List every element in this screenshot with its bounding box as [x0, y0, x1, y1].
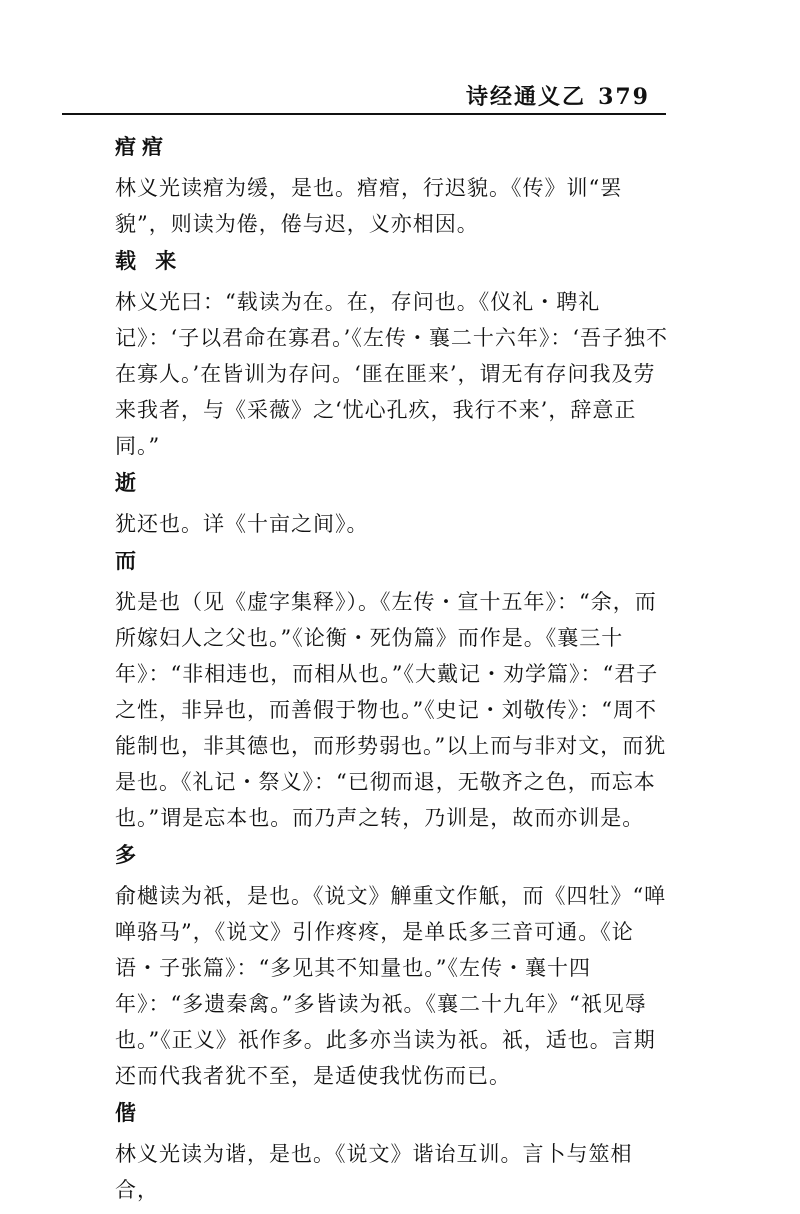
entry-paragraph: 林义光曰：“载读为在。在，存问也。《仪礼・聘礼记》：‘子以君命在寡君。’《左传・襄二十六年》：‘吾子独不在寡人。’在皆训为存问。‘匪在匪来’，谓无有存问我及劳来我者，与《采薇》之‘忧心孔疚，我行不来’，辞意正同。” [115, 290, 669, 458]
entry-paragraph: 犹还也。详《十亩之间》。 [115, 512, 369, 536]
header-rule [62, 113, 666, 115]
entry-paragraph: 俞樾读为祇，是也。《说文》觯重文作觗，而《四牡》“啴啴骆马”，《说文》引作疼疼，是单氐多三音可通。《论语・子张篇》：“多见其不知量也。”《左传・襄十四年》：“多遗秦禽。”多皆读为祇。《襄二十九年》“祇见辱也。”《正义》祇作多。此多亦当读为祇。祇，适也。言期还而代我者犹不至，是适使我忧伤而已。 [115, 884, 667, 1088]
entry-heading: 载 来 [115, 249, 183, 273]
entry-xie [115, 1100, 675, 1208]
entry-heading: 而 [115, 549, 142, 573]
entry-paragraph: 林义光读为谐，是也。《说文》谐诒互训。言卜与筮相合， [115, 1142, 633, 1202]
page-number: 379 [598, 84, 650, 110]
entry-heading: 痯痯 [115, 135, 169, 159]
entry-heading: 偕 [115, 1101, 142, 1125]
entry-heading: 多 [115, 843, 142, 867]
entry-heading: 逝 [115, 471, 142, 495]
entry-duo [115, 842, 675, 1094]
body-text [115, 128, 675, 1214]
entry-shi [115, 470, 675, 542]
entry-guan-guan [115, 134, 675, 242]
entry-paragraph: 林义光读痯为缓，是也。痯痯，行迟貌。《传》训“罢貌”，则读为倦，倦与迟，义亦相因。 [115, 176, 623, 236]
running-head-title: 诗经通义乙 [466, 85, 587, 110]
entry-er [115, 548, 675, 836]
entry-zai-lai [115, 248, 675, 464]
entry-paragraph: 犹是也（见《虚字集释》）。《左传・宣十五年》：“余，而所嫁妇人之父也。”《论衡・死伪篇》而作是。《襄三十年》：“非相违也，而相从也。”《大戴记・劝学篇》：“君子之性，非异也，而善假于物也。”《史记・刘敬传》：“周不能制也，非其德也，而形势弱也。”以上而与非对文，而犹是也。《礼记・祭义》：“已彻而退，无敬齐之色，而忘本也。”谓是忘本也。而乃声之转，乃训是，故而亦训是。 [115, 590, 667, 830]
running-head [466, 80, 650, 111]
